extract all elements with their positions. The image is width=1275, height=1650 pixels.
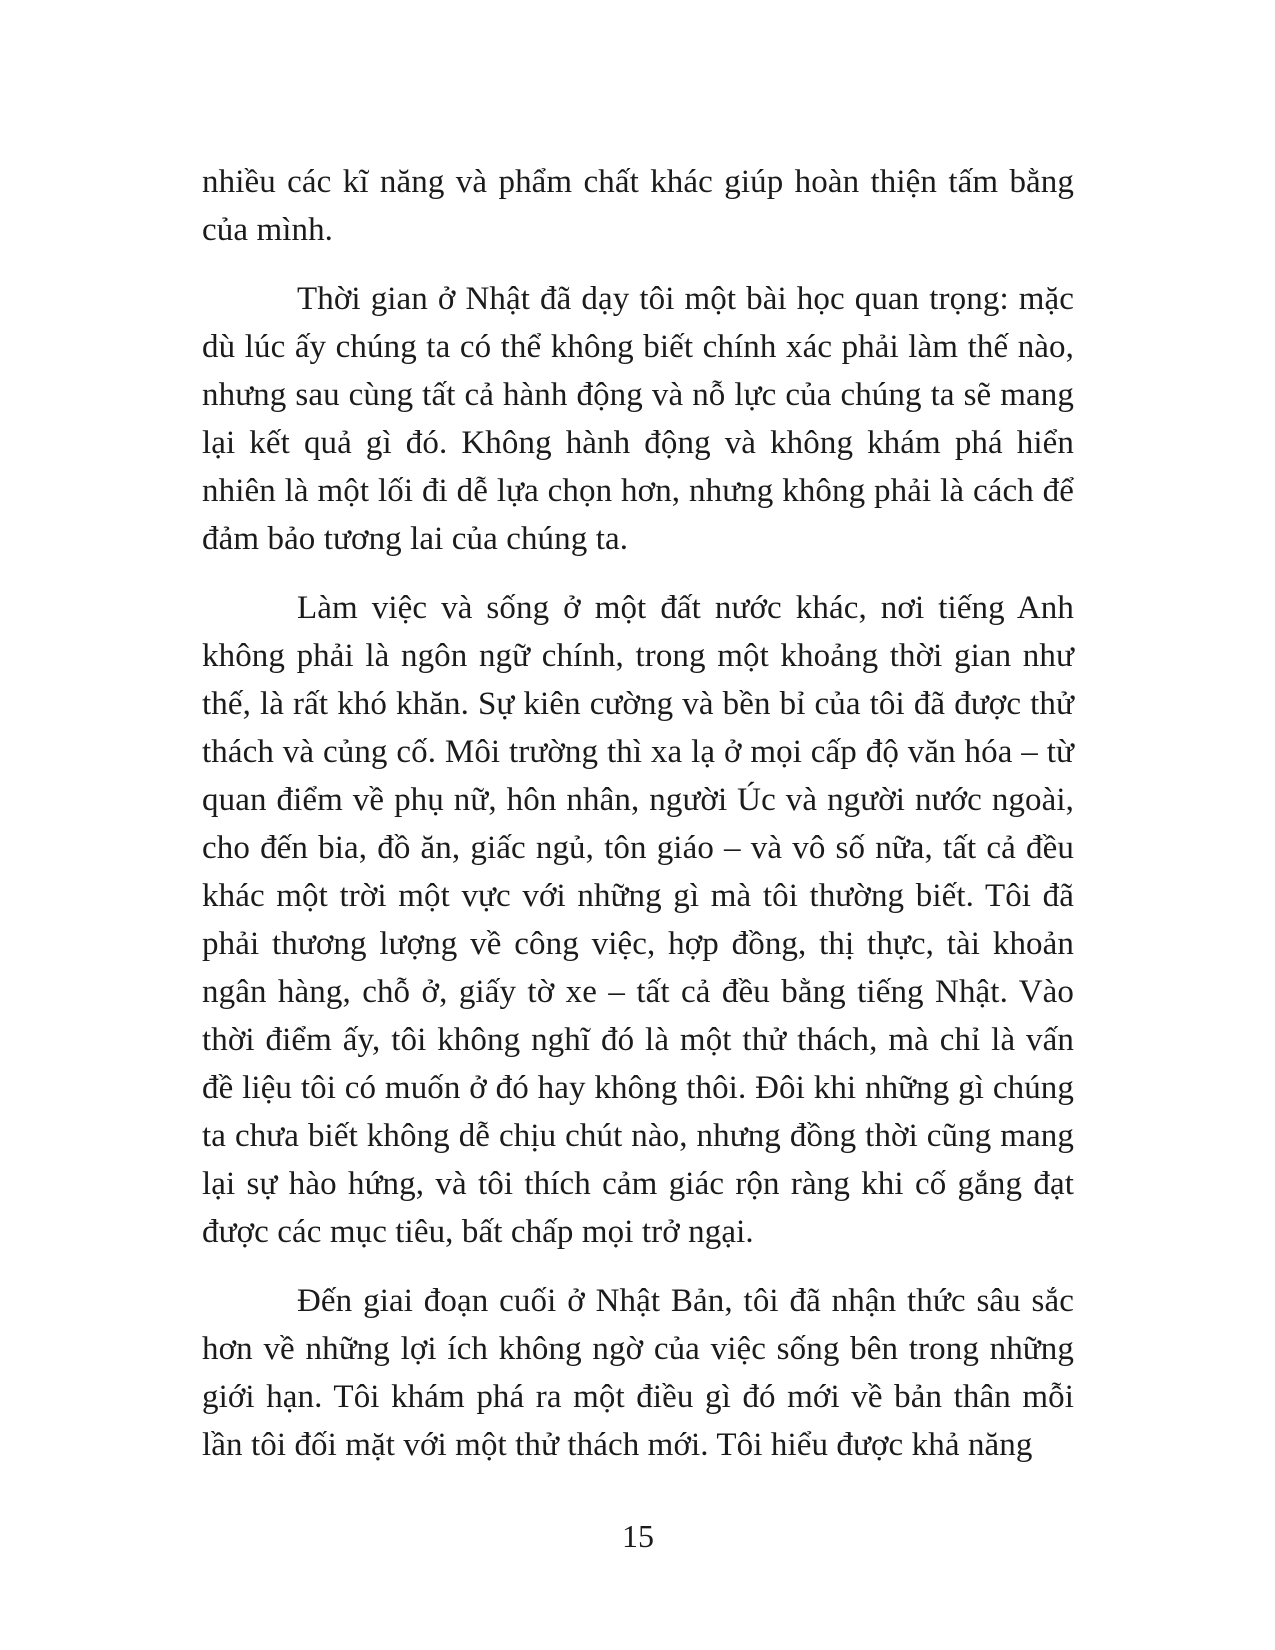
paragraph: Đến giai đoạn cuối ở Nhật Bản, tôi đã nhận thức sâu sắc hơn về những lợi ích không ngờ của việc sống bên trong những giới hạn. Tôi khám phá ra một điều gì đó mới về bản thân mỗi lần tôi đối mặt với một thử thách mới. Tôi hiểu được khả năng bbox=[202, 1283, 1074, 1463]
page-number: 15 bbox=[622, 1518, 654, 1554]
paragraph: Thời gian ở Nhật đã dạy tôi một bài học quan trọng: mặc dù lúc ấy chúng ta có thể không biết chính xác phải làm thế nào, nhưng sau cùng tất cả hành động và nỗ lực của chúng ta sẽ mang lại kết quả gì đó. Không hành động và không khám phá hiển nhiên là một lối đi dễ lựa chọn hơn, nhưng không phải là cách để đảm bảo tương lai của chúng ta. bbox=[202, 281, 1074, 557]
paragraph: Làm việc và sống ở một đất nước khác, nơi tiếng Anh không phải là ngôn ngữ chính, trong một khoảng thời gian như thế, là rất khó khăn. Sự kiên cường và bền bỉ của tôi đã được thử thách và củng cố. Môi trường thì xa lạ ở mọi cấp độ văn hóa – từ quan điểm về phụ nữ, hôn nhân, người Úc và người nước ngoài, cho đến bia, đồ ăn, giấc ngủ, tôn giáo – và vô số nữa, tất cả đều khác một trời một vực với những gì mà tôi thường biết. Tôi đã phải thương lượng về công việc, hợp đồng, thị thực, tài khoản ngân hàng, chỗ ở, giấy tờ xe – tất cả đều bằng tiếng Nhật. Vào thời điểm ấy, tôi không nghĩ đó là một thử thách, mà chỉ là vấn đề liệu tôi có muốn ở đó hay không thôi. Đôi khi những gì chúng ta chưa biết không dễ chịu chút nào, nhưng đồng thời cũng mang lại sự hào hứng, và tôi thích cảm giác rộn ràng khi cố gắng đạt được các mục tiêu, bất chấp mọi trở ngại. bbox=[202, 590, 1074, 1250]
body-text bbox=[202, 158, 1074, 1490]
paragraph: nhiều các kĩ năng và phẩm chất khác giúp hoàn thiện tấm bằng của mình. bbox=[202, 164, 1074, 248]
